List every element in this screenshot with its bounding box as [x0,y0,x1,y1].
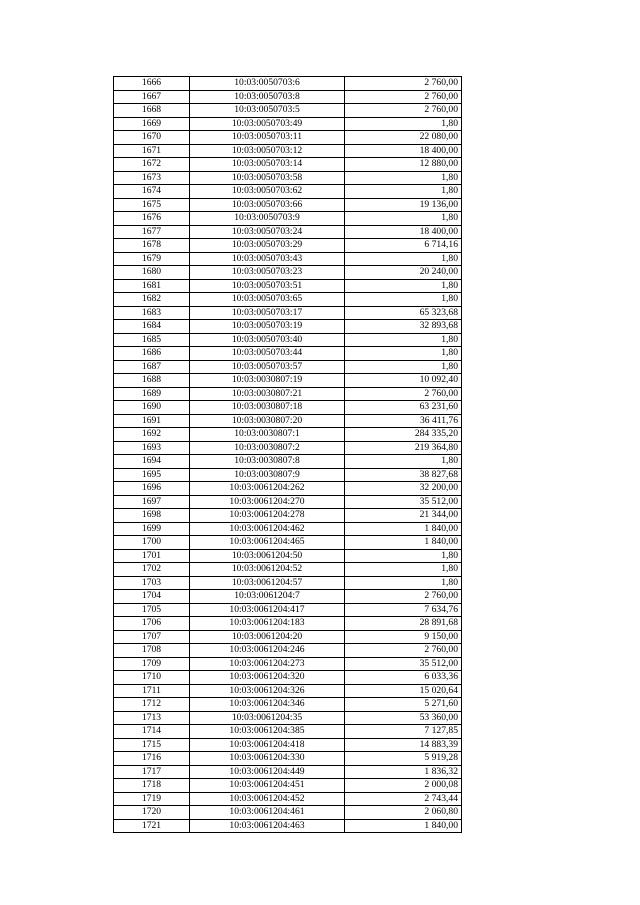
value-cell: 19 136,00 [345,198,462,212]
table-row [114,644,462,658]
value-cell: 2 060,80 [345,806,462,820]
cadastral-number-cell: 10:03:0050703:5 [190,104,345,118]
table-row [114,158,462,172]
cadastral-number-cell: 10:03:0050703:8 [190,90,345,104]
table-body [114,77,462,833]
value-cell: 15 020,64 [345,684,462,698]
value-cell: 2 760,00 [345,104,462,118]
cadastral-number-cell: 10:03:0050703:6 [190,77,345,91]
value-cell: 14 883,39 [345,738,462,752]
value-cell: 35 512,00 [345,657,462,671]
value-cell: 1,80 [345,563,462,577]
cadastral-number-cell: 10:03:0050703:40 [190,333,345,347]
value-cell: 1,80 [345,212,462,226]
cadastral-number-cell: 10:03:0050703:11 [190,131,345,145]
cadastral-number-cell: 10:03:0030807:1 [190,428,345,442]
table-row [114,279,462,293]
value-cell: 36 411,76 [345,414,462,428]
row-number-cell: 1668 [114,104,190,118]
row-number-cell: 1706 [114,617,190,631]
value-cell: 32 893,68 [345,320,462,334]
value-cell: 53 360,00 [345,711,462,725]
table-row [114,657,462,671]
cadastral-number-cell: 10:03:0061204:273 [190,657,345,671]
row-number-cell: 1689 [114,387,190,401]
value-cell: 1,80 [345,360,462,374]
cadastral-number-cell: 10:03:0061204:326 [190,684,345,698]
cadastral-number-cell: 10:03:0050703:23 [190,266,345,280]
table-row [114,563,462,577]
row-number-cell: 1679 [114,252,190,266]
row-number-cell: 1716 [114,752,190,766]
value-cell: 2 760,00 [345,387,462,401]
cadastral-number-cell: 10:03:0061204:7 [190,590,345,604]
row-number-cell: 1680 [114,266,190,280]
table-row [114,198,462,212]
table-row [114,819,462,833]
table-row [114,482,462,496]
cadastral-number-cell: 10:03:0061204:270 [190,495,345,509]
value-cell: 2 000,08 [345,779,462,793]
row-number-cell: 1717 [114,765,190,779]
table-row [114,387,462,401]
table-row [114,441,462,455]
row-number-cell: 1702 [114,563,190,577]
value-cell: 1,80 [345,293,462,307]
value-cell: 1 840,00 [345,536,462,550]
table-row [114,414,462,428]
cadastral-number-cell: 10:03:0030807:21 [190,387,345,401]
value-cell: 6 714,16 [345,239,462,253]
row-number-cell: 1671 [114,144,190,158]
table-row [114,495,462,509]
cadastral-number-cell: 10:03:0050703:51 [190,279,345,293]
table-row [114,131,462,145]
value-cell: 21 344,00 [345,509,462,523]
value-cell: 2 743,44 [345,792,462,806]
cadastral-number-cell: 10:03:0030807:19 [190,374,345,388]
row-number-cell: 1709 [114,657,190,671]
table-row [114,752,462,766]
land-plot-table [113,76,462,833]
table-row [114,549,462,563]
table-row [114,252,462,266]
row-number-cell: 1718 [114,779,190,793]
cadastral-number-cell: 10:03:0061204:418 [190,738,345,752]
table-row [114,468,462,482]
row-number-cell: 1692 [114,428,190,442]
value-cell: 1,80 [345,171,462,185]
row-number-cell: 1683 [114,306,190,320]
row-number-cell: 1698 [114,509,190,523]
row-number-cell: 1704 [114,590,190,604]
row-number-cell: 1672 [114,158,190,172]
value-cell: 6 033,36 [345,671,462,685]
value-cell: 35 512,00 [345,495,462,509]
cadastral-number-cell: 10:03:0050703:29 [190,239,345,253]
row-number-cell: 1694 [114,455,190,469]
cadastral-number-cell: 10:03:0050703:62 [190,185,345,199]
value-cell: 1,80 [345,549,462,563]
row-number-cell: 1690 [114,401,190,415]
value-cell: 1,80 [345,185,462,199]
cadastral-number-cell: 10:03:0030807:2 [190,441,345,455]
table-row [114,698,462,712]
value-cell: 12 880,00 [345,158,462,172]
table-row [114,104,462,118]
cadastral-number-cell: 10:03:0050703:9 [190,212,345,226]
cadastral-number-cell: 10:03:0061204:330 [190,752,345,766]
table-row [114,671,462,685]
value-cell: 38 827,68 [345,468,462,482]
value-cell: 284 335,20 [345,428,462,442]
row-number-cell: 1684 [114,320,190,334]
row-number-cell: 1705 [114,603,190,617]
cadastral-number-cell: 10:03:0030807:18 [190,401,345,415]
row-number-cell: 1687 [114,360,190,374]
value-cell: 7 634,76 [345,603,462,617]
cadastral-number-cell: 10:03:0061204:462 [190,522,345,536]
row-number-cell: 1699 [114,522,190,536]
value-cell: 1 840,00 [345,522,462,536]
row-number-cell: 1677 [114,225,190,239]
cadastral-number-cell: 10:03:0050703:58 [190,171,345,185]
cadastral-number-cell: 10:03:0061204:278 [190,509,345,523]
table-row [114,603,462,617]
table-row [114,617,462,631]
row-number-cell: 1713 [114,711,190,725]
cadastral-number-cell: 10:03:0050703:44 [190,347,345,361]
table-row [114,806,462,820]
row-number-cell: 1675 [114,198,190,212]
value-cell: 1,80 [345,347,462,361]
cadastral-number-cell: 10:03:0030807:8 [190,455,345,469]
row-number-cell: 1721 [114,819,190,833]
value-cell: 9 150,00 [345,630,462,644]
cadastral-number-cell: 10:03:0030807:20 [190,414,345,428]
row-number-cell: 1685 [114,333,190,347]
row-number-cell: 1667 [114,90,190,104]
table-row [114,171,462,185]
row-number-cell: 1712 [114,698,190,712]
table-row [114,320,462,334]
row-number-cell: 1678 [114,239,190,253]
table-row [114,374,462,388]
table-row [114,144,462,158]
cadastral-number-cell: 10:03:0050703:49 [190,117,345,131]
value-cell: 28 891,68 [345,617,462,631]
table-row [114,522,462,536]
row-number-cell: 1666 [114,77,190,91]
table-row [114,779,462,793]
cadastral-number-cell: 10:03:0050703:57 [190,360,345,374]
cadastral-number-cell: 10:03:0061204:463 [190,819,345,833]
table-row [114,509,462,523]
value-cell: 2 760,00 [345,90,462,104]
cadastral-number-cell: 10:03:0061204:320 [190,671,345,685]
table-row [114,333,462,347]
row-number-cell: 1674 [114,185,190,199]
value-cell: 1 836,32 [345,765,462,779]
row-number-cell: 1691 [114,414,190,428]
row-number-cell: 1686 [114,347,190,361]
table-row [114,630,462,644]
table-row [114,347,462,361]
table-row [114,536,462,550]
row-number-cell: 1719 [114,792,190,806]
row-number-cell: 1693 [114,441,190,455]
value-cell: 1,80 [345,455,462,469]
cadastral-number-cell: 10:03:0061204:465 [190,536,345,550]
row-number-cell: 1700 [114,536,190,550]
row-number-cell: 1681 [114,279,190,293]
value-cell: 1,80 [345,117,462,131]
cadastral-number-cell: 10:03:0050703:19 [190,320,345,334]
value-cell: 7 127,85 [345,725,462,739]
table-row [114,360,462,374]
value-cell: 18 400,00 [345,144,462,158]
cadastral-number-cell: 10:03:0050703:66 [190,198,345,212]
table-row [114,428,462,442]
row-number-cell: 1670 [114,131,190,145]
cadastral-number-cell: 10:03:0061204:20 [190,630,345,644]
table-row [114,266,462,280]
cadastral-number-cell: 10:03:0050703:12 [190,144,345,158]
table-row [114,239,462,253]
row-number-cell: 1701 [114,549,190,563]
table-row [114,765,462,779]
cadastral-number-cell: 10:03:0061204:57 [190,576,345,590]
value-cell: 63 231,60 [345,401,462,415]
table-row [114,185,462,199]
table-row [114,77,462,91]
row-number-cell: 1710 [114,671,190,685]
value-cell: 219 364,80 [345,441,462,455]
cadastral-number-cell: 10:03:0050703:24 [190,225,345,239]
cadastral-number-cell: 10:03:0061204:346 [190,698,345,712]
value-cell: 32 200,00 [345,482,462,496]
row-number-cell: 1714 [114,725,190,739]
table-row [114,792,462,806]
table-row [114,711,462,725]
cadastral-number-cell: 10:03:0061204:246 [190,644,345,658]
cadastral-number-cell: 10:03:0061204:449 [190,765,345,779]
value-cell: 10 092,40 [345,374,462,388]
row-number-cell: 1696 [114,482,190,496]
table-row [114,212,462,226]
value-cell: 20 240,00 [345,266,462,280]
table-row [114,401,462,415]
table-row [114,455,462,469]
table-row [114,293,462,307]
cadastral-number-cell: 10:03:0061204:262 [190,482,345,496]
table-row [114,225,462,239]
value-cell: 1,80 [345,333,462,347]
cadastral-number-cell: 10:03:0061204:452 [190,792,345,806]
cadastral-number-cell: 10:03:0050703:17 [190,306,345,320]
row-number-cell: 1682 [114,293,190,307]
table-row [114,725,462,739]
cadastral-number-cell: 10:03:0061204:183 [190,617,345,631]
row-number-cell: 1697 [114,495,190,509]
value-cell: 5 919,28 [345,752,462,766]
cadastral-number-cell: 10:03:0061204:50 [190,549,345,563]
cadastral-number-cell: 10:03:0061204:461 [190,806,345,820]
row-number-cell: 1707 [114,630,190,644]
cadastral-number-cell: 10:03:0030807:9 [190,468,345,482]
value-cell: 65 323,68 [345,306,462,320]
table-row [114,117,462,131]
row-number-cell: 1711 [114,684,190,698]
table-row [114,738,462,752]
cadastral-number-cell: 10:03:0061204:385 [190,725,345,739]
row-number-cell: 1720 [114,806,190,820]
cadastral-number-cell: 10:03:0061204:451 [190,779,345,793]
row-number-cell: 1676 [114,212,190,226]
value-cell: 2 760,00 [345,77,462,91]
cadastral-number-cell: 10:03:0061204:417 [190,603,345,617]
value-cell: 2 760,00 [345,590,462,604]
value-cell: 1,80 [345,252,462,266]
cadastral-number-cell: 10:03:0050703:43 [190,252,345,266]
table-row [114,684,462,698]
cadastral-number-cell: 10:03:0050703:65 [190,293,345,307]
row-number-cell: 1688 [114,374,190,388]
cadastral-number-cell: 10:03:0061204:52 [190,563,345,577]
table-row [114,90,462,104]
row-number-cell: 1715 [114,738,190,752]
value-cell: 1,80 [345,279,462,293]
value-cell: 1 840,00 [345,819,462,833]
row-number-cell: 1669 [114,117,190,131]
value-cell: 2 760,00 [345,644,462,658]
cadastral-number-cell: 10:03:0050703:14 [190,158,345,172]
row-number-cell: 1703 [114,576,190,590]
value-cell: 18 400,00 [345,225,462,239]
row-number-cell: 1673 [114,171,190,185]
table-row [114,576,462,590]
row-number-cell: 1708 [114,644,190,658]
table-row [114,306,462,320]
cadastral-number-cell: 10:03:0061204:35 [190,711,345,725]
value-cell: 1,80 [345,576,462,590]
value-cell: 22 080,00 [345,131,462,145]
row-number-cell: 1695 [114,468,190,482]
table-row [114,590,462,604]
value-cell: 5 271,60 [345,698,462,712]
